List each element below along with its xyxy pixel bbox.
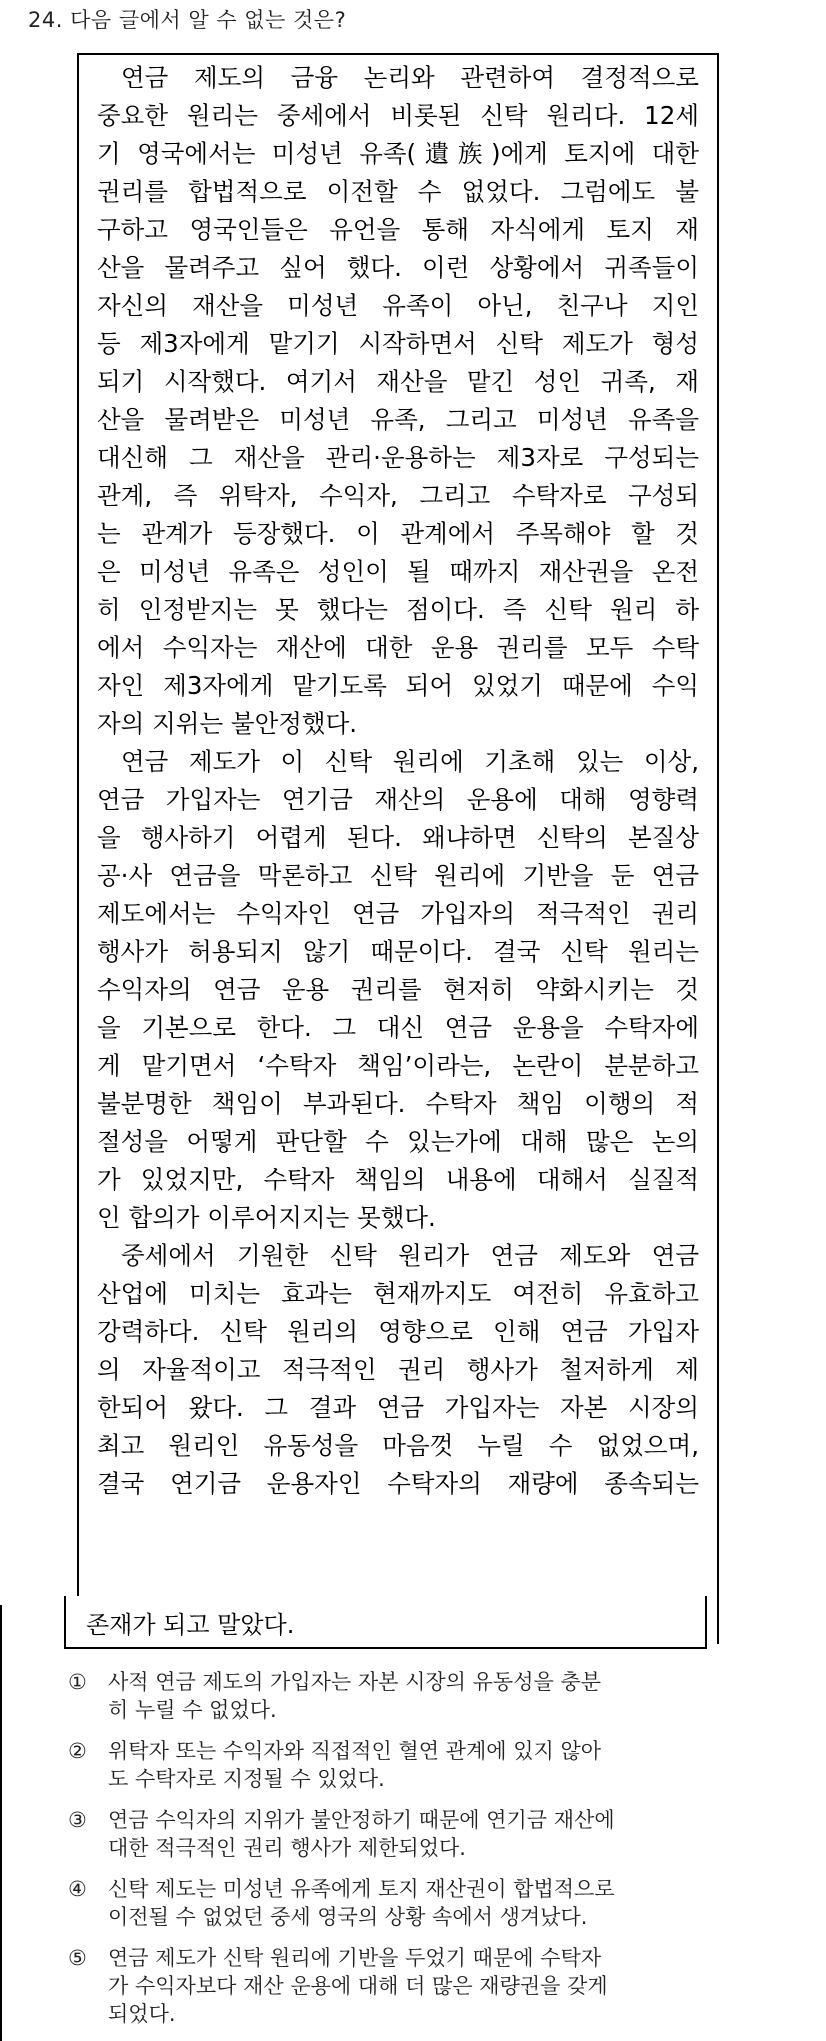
passage-line: 의 자율적이고 적극적인 권리 행사가 철저하게 제 bbox=[97, 1355, 699, 1384]
passage-line: 은 미성년 유족은 성인이 될 때까지 재산권을 온전 bbox=[97, 557, 699, 586]
passage-line: 결국 연기금 운용자인 수탁자의 재량에 종속되는 bbox=[97, 1469, 699, 1498]
passage-line: 연금 가입자는 연기금 재산의 운용에 대해 영향력 bbox=[97, 785, 699, 814]
passage-line: 대신해 그 재산을 관리·운용하는 제3자로 구성되는 bbox=[97, 443, 699, 472]
choice-number: ③ bbox=[68, 1808, 87, 1832]
passage-line: 에서 수익자는 재산에 대한 운용 권리를 모두 수탁 bbox=[97, 633, 699, 662]
passage-line: 절성을 어떻게 판단할 수 있는가에 대해 많은 논의 bbox=[97, 1127, 699, 1156]
choice-5[interactable] bbox=[68, 1944, 768, 2028]
choice-text-line: 위탁자 또는 수익자와 직접적인 혈연 관계에 있지 않아 bbox=[108, 1739, 602, 1763]
passage-line: 기 영국에서는 미성년 유족(遺族)에게 토지에 대한 bbox=[97, 139, 699, 168]
passage-line: 한되어 왔다. 그 결과 연금 가입자는 자본 시장의 bbox=[97, 1393, 699, 1422]
passage-line: 불분명한 책임이 부과된다. 수탁자 책임 이행의 적 bbox=[97, 1089, 699, 1118]
passage-line: 관계, 즉 위탁자, 수익자, 그리고 수탁자로 구성되 bbox=[97, 481, 699, 510]
choice-text-line: 도 수탁자로 지정될 수 있었다. bbox=[108, 1767, 385, 1791]
passage-line: 중세에서 기원한 신탁 원리가 연금 제도와 연금 bbox=[121, 1241, 699, 1270]
passage-line: 자인 제3자에게 맡기도록 되어 있었기 때문에 수익 bbox=[97, 671, 699, 700]
passage-line: 제도에서는 수익자인 연금 가입자의 적극적인 권리 bbox=[97, 899, 699, 928]
choice-number: ① bbox=[68, 1670, 87, 1694]
choice-text-line: 되었다. bbox=[108, 2002, 176, 2026]
passage-line: 강력하다. 신탁 원리의 영향으로 인해 연금 가입자 bbox=[97, 1317, 699, 1346]
question-title: 24. 다음 글에서 알 수 없는 것은? bbox=[28, 8, 347, 32]
passage-line: 산업에 미치는 효과는 현재까지도 여전히 유효하고 bbox=[97, 1279, 699, 1308]
choice-number: ⑤ bbox=[68, 1946, 87, 1970]
choice-text bbox=[108, 1944, 768, 2028]
choice-2[interactable] bbox=[68, 1737, 768, 1793]
passage-line: 권리를 합법적으로 이전할 수 없었다. 그럼에도 불 bbox=[97, 177, 699, 206]
passage-line: 연금 제도가 이 신탁 원리에 기초해 있는 이상, bbox=[121, 747, 699, 776]
passage-line: 최고 원리인 유동성을 마음껏 누릴 수 없었으며, bbox=[97, 1431, 699, 1460]
passage-line: 구하고 영국인들은 유언을 통해 자식에게 토지 재 bbox=[97, 215, 699, 244]
passage-line: 산을 물려주고 싶어 했다. 이런 상황에서 귀족들이 bbox=[97, 253, 699, 282]
choice-text-line: 신탁 제도는 미성년 유족에게 토지 재산권이 합법적으로 bbox=[108, 1877, 615, 1901]
passage-line: 는 관계가 등장했다. 이 관계에서 주목해야 할 것 bbox=[97, 519, 699, 548]
passage-line: 가 있었지만, 수탁자 책임의 내용에 대해서 실질적 bbox=[97, 1165, 699, 1194]
passage-final-line: 존재가 되고 말았다. bbox=[86, 1611, 295, 1639]
passage-line: 되기 시작했다. 여기서 재산을 맡긴 성인 귀족, 재 bbox=[97, 367, 699, 396]
passage-line: 인 합의가 이루어지지는 못했다. bbox=[97, 1203, 436, 1232]
passage-line: 중요한 원리는 중세에서 비롯된 신탁 원리다. 12세 bbox=[97, 101, 699, 130]
passage-line: 수익자의 연금 운용 권리를 현저히 약화시키는 것 bbox=[97, 975, 699, 1004]
passage-line: 을 행사하기 어렵게 된다. 왜냐하면 신탁의 본질상 bbox=[97, 823, 699, 852]
passage-line: 자신의 재산을 미성년 유족이 아닌, 친구나 지인 bbox=[97, 291, 699, 320]
choice-number: ④ bbox=[68, 1877, 87, 1901]
choice-3[interactable] bbox=[68, 1806, 768, 1862]
choice-text-line: 대한 적극적인 권리 행사가 제한되었다. bbox=[108, 1836, 466, 1860]
choice-1[interactable] bbox=[68, 1668, 768, 1724]
passage-line: 행사가 허용되지 않기 때문이다. 결국 신탁 원리는 bbox=[97, 937, 699, 966]
choice-text bbox=[108, 1875, 768, 1931]
passage-text bbox=[97, 59, 699, 1503]
choice-text-line: 연금 제도가 신탁 원리에 기반을 두었기 때문에 수탁자 bbox=[108, 1946, 602, 1970]
passage-line: 공·사 연금을 막론하고 신탁 원리에 기반을 둔 연금 bbox=[97, 861, 699, 890]
choice-number: ② bbox=[68, 1739, 87, 1763]
passage-line: 히 인정받지는 못 했다는 점이다. 즉 신탁 원리 하 bbox=[97, 595, 699, 624]
choice-text bbox=[108, 1806, 768, 1862]
choice-text-line: 사적 연금 제도의 가입자는 자본 시장의 유동성을 충분 bbox=[108, 1670, 602, 1694]
margin-rule bbox=[0, 1605, 2, 2041]
passage-line: 연금 제도의 금융 논리와 관련하여 결정적으로 bbox=[121, 63, 699, 92]
choice-text-line: 히 누릴 수 없었다. bbox=[108, 1698, 277, 1722]
passage-line: 등 제3자에게 맡기기 시작하면서 신탁 제도가 형성 bbox=[97, 329, 699, 358]
choice-text-line: 연금 수익자의 지위가 불안정하기 때문에 연기금 재산에 bbox=[108, 1808, 615, 1832]
choice-text bbox=[108, 1668, 768, 1724]
passage-line: 산을 물려받은 미성년 유족, 그리고 미성년 유족을 bbox=[97, 405, 699, 434]
passage-line: 을 기본으로 한다. 그 대신 연금 운용을 수탁자에 bbox=[97, 1013, 699, 1042]
passage-line: 자의 지위는 불안정했다. bbox=[97, 709, 358, 738]
choice-text-line: 가 수익자보다 재산 운용에 대해 더 많은 재량권을 갖게 bbox=[108, 1974, 608, 1998]
choice-text bbox=[108, 1737, 768, 1793]
choice-4[interactable] bbox=[68, 1875, 768, 1931]
choice-text-line: 이전될 수 없었던 중세 영국의 상황 속에서 생겨났다. bbox=[108, 1905, 588, 1929]
passage-line: 게 맡기면서 ‘수탁자 책임’이라는, 논란이 분분하고 bbox=[97, 1051, 699, 1080]
answer-choices bbox=[68, 1668, 768, 2041]
